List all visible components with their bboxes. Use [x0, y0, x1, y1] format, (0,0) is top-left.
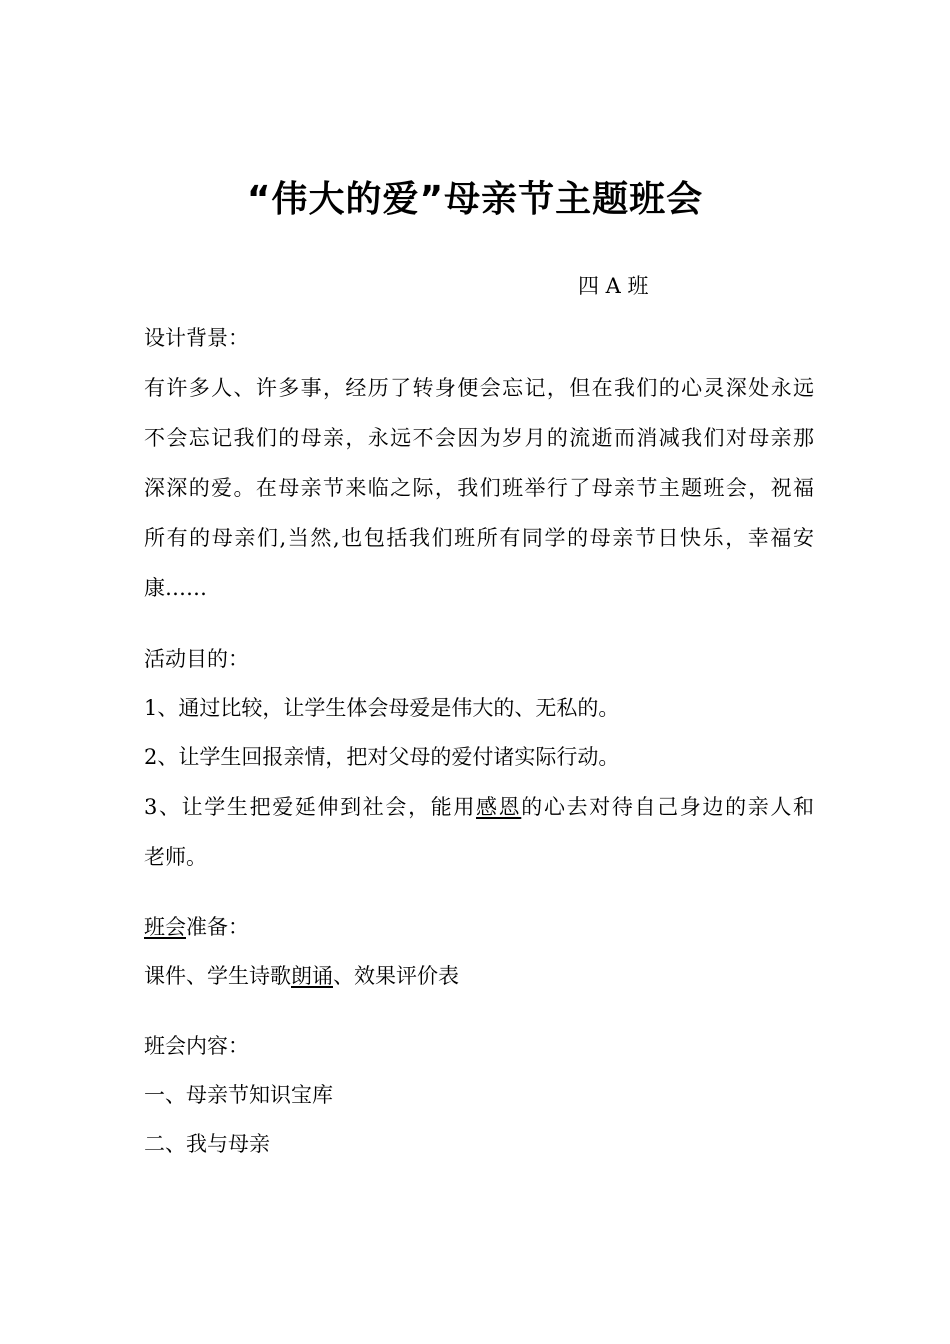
background-line-1: 有许多人、许多事，经历了转身便会忘记，但在我们的心灵深处永远: [144, 376, 814, 400]
prep-heading-rest: 准备：: [186, 915, 249, 939]
goal-item-3-text: 3、让学生把爱延伸到社会，能用: [144, 795, 476, 819]
goals-heading: 活动目的：: [144, 647, 249, 671]
goal-item-1: 1、通过比较，让学生体会母爱是伟大的、无私的。: [144, 696, 620, 720]
prep-text-underlined: 朗诵: [291, 964, 333, 988]
content-item-1: 一、母亲节知识宝库: [144, 1083, 333, 1107]
content-heading: 班会内容：: [144, 1034, 249, 1058]
background-line-4: 所有的母亲们,当然,也包括我们班所有同学的母亲节日快乐，幸福安: [144, 526, 814, 550]
prep-text: [144, 962, 814, 990]
content-item-2: 二、我与母亲: [144, 1132, 270, 1156]
background-line-2: 不会忘记我们的母亲，永远不会因为岁月的流逝而消减我们对母亲那: [144, 426, 814, 450]
background-line-5: 康……: [144, 576, 207, 600]
goal-item-3-underlined: 感恩: [476, 795, 522, 819]
goal-item-2: 2、让学生回报亲情，把对父母的爱付诸实际行动。: [144, 745, 620, 769]
goal-item-3-text-end: 的心去对待自己身边的亲人和: [521, 795, 815, 819]
prep-heading-underlined: 班会: [144, 915, 186, 939]
goal-item-3-continued: 老师。: [144, 845, 207, 869]
background-heading: 设计背景：: [144, 326, 249, 350]
background-line-3: 深深的爱。在母亲节来临之际，我们班举行了母亲节主题班会，祝福: [144, 476, 814, 500]
class-label: 四 A 班: [578, 274, 649, 298]
goal-item-3: [144, 793, 814, 821]
document-title: “伟大的爱”母亲节主题班会: [246, 179, 704, 220]
prep-text-start: 课件、学生诗歌: [144, 964, 291, 988]
prep-text-end: 、效果评价表: [333, 964, 459, 988]
prep-heading: [144, 913, 814, 941]
